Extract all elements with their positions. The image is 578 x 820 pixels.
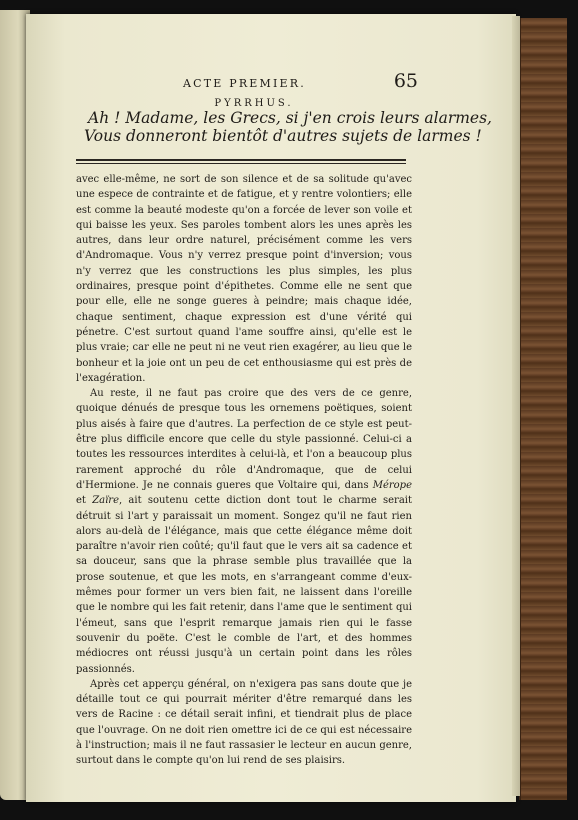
page-header: [76, 70, 418, 92]
title-zaire: Zaïre: [92, 495, 119, 507]
commentary-text: [76, 172, 412, 769]
running-head: ACTE PREMIER.: [183, 77, 306, 90]
page-stack-edge: [512, 16, 520, 796]
title-merope: Mérope: [372, 479, 412, 491]
divider-rule-thin: [76, 163, 406, 164]
verse-line: Vous donneront bientôt d'autres sujets de larmes !: [84, 127, 482, 145]
paragraph: Après cet apperçu général, on n'exigera pas sans doute que je détaille tout ce qui pourrait mériter d'être remarqué dans les vers de Racine : ce détail serait infini, et tiendrait plus de place que l'ouvrage. On ne doit rien omettre ici de ce qui est nécessaire à l'instruction; mais il ne faut rassasier le lecteur en aucun genre, surtout dans le compte qu'on lui rend de ses plaisirs.: [76, 678, 412, 767]
speaker-name: PYRRHUS.: [214, 98, 294, 109]
paragraph: Au reste, il ne faut pas croire que des vers de ce genre, quoique dénués de presque tous les ornemens poëtiques, soient plus aisés à faire que d'autres. La perfection de ce style est peut-être plus difficile encore que celle du style passionné. Celui-ci a toutes les ressources interdites à celui-là, et l'on a beaucoup plus rarement approché du rôle d'Andromaque, que de celui d'Hermione. Je ne connais gueres que Voltaire qui, dans Mérope et Zaïre, ait soutenu cette diction dont tout le charme serait détruit si l'art y paraissait un moment. Songez qu'il ne faut rien alors au-delà de l'élégance, mais que cette élégance même doit paraître n'avoir rien coûté; qu'il faut que le vers ait sa cadence et sa douceur, sans que la phrase semble plus travaillée que la prose soutenue, et que les mots, en s'arrangeant comme d'eux-mêmes pour former un vers bien fait, ne laissent dans l'oreille que le nombre qui les fait retenir, dans l'ame que le sentiment qui l'émeut, sans que l'esprit remarque jamais rien qui le fasse souvenir du poëte. C'est le comble de l'art, et des hommes médiocres ont réussi jusqu'à un certain point dans les rôles passionnés.: [76, 388, 412, 675]
page-content: [76, 70, 492, 769]
paragraph: avec elle-même, ne sort de son silence et de sa solitude qu'avec une espece de contrainte et de fatigue, et y rentre volontiers; elle est comme la beauté modeste qu'on a forcée de lever son voile et qui baisse les yeux. Ses paroles tombent alors les unes après les autres, dans leur ordre naturel, précisément comme les vers d'Andromaque. Vous n'y verrez presque point d'inversion; vous n'y verrez que les constructions les plus simples, les plus ordinaires, presque point d'épithetes. Comme elle ne sent que pour elle, elle ne songe gueres à peindre; mais chaque idée, chaque sentiment, chaque expression est d'une vérité qui pénetre. C'est surtout quand l'ame souffre ainsi, qu'elle est le plus vraie; car elle ne peut ni ne veut rien exagérer, au lieu que le bonheur et la joie ont un peu de cet enthousiasme qui est près de l'exagération.: [76, 174, 412, 384]
page-number: 65: [393, 70, 418, 92]
verse-line: Ah ! Madame, les Grecs, si j'en crois leurs alarmes,: [88, 109, 492, 127]
divider-rule: [76, 159, 406, 161]
book-cover-edge: [519, 18, 567, 800]
